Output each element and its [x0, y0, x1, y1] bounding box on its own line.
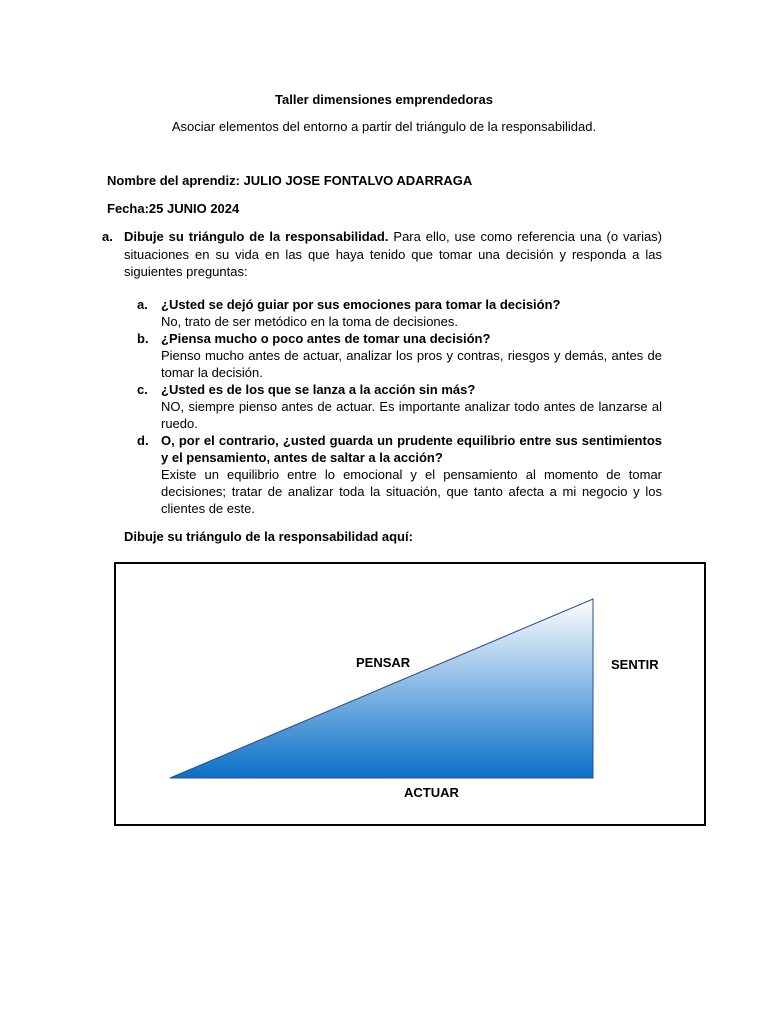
question-list	[137, 296, 662, 517]
answer-text: Pienso mucho antes de actuar, analizar los pros y contras, riesgos y demás, antes de tomar la decisión.	[161, 348, 662, 380]
instruction-bold-text: Dibuje su triángulo de la responsabilidad.	[124, 229, 389, 244]
question-marker: d.	[137, 433, 149, 448]
question-marker: c.	[137, 382, 148, 397]
question-item	[137, 296, 662, 330]
question-item	[137, 330, 662, 381]
responsibility-triangle	[170, 599, 593, 778]
question-item	[137, 432, 662, 517]
answer-text: No, trato de ser metódico en la toma de decisiones.	[161, 314, 458, 329]
question-marker: a.	[137, 297, 148, 312]
question-text: ¿Usted es de los que se lanza a la acción sin más?	[161, 382, 476, 397]
instruction-item	[102, 228, 662, 281]
question-text: ¿Piensa mucho o poco antes de tomar una decisión?	[161, 331, 491, 346]
triangle-label-pensar: PENSAR	[356, 655, 411, 670]
answer-text: Existe un equilibrio entre lo emocional y el pensamiento al momento de tomar decisiones; tratar de analizar toda la situación, que tanto afecta a mi negocio y los clientes de este.	[161, 467, 662, 516]
instruction-marker: a.	[102, 229, 113, 244]
instruction-text: Para ello, use como referencia una (o varias) situaciones en su vida en las que haya tenido que tomar una decisión y responda a las siguientes preguntas:	[124, 229, 663, 279]
drawing-frame	[114, 562, 706, 826]
document-date: Fecha:25 JUNIO 2024	[107, 201, 240, 216]
document-subtitle: Asociar elementos del entorno a partir del triángulo de la responsabilidad.	[171, 119, 597, 134]
triangle-label-sentir: SENTIR	[611, 657, 659, 672]
answer-text: NO, siempre pienso antes de actuar. Es importante analizar todo antes de lanzarse al ruedo.	[161, 399, 662, 431]
question-marker: b.	[137, 331, 149, 346]
question-text: O, por el contrario, ¿usted guarda un prudente equilibrio entre sus sentimientos y el pensamiento, antes de saltar a la acción?	[161, 433, 662, 465]
triangle-label-actuar: ACTUAR	[404, 785, 459, 800]
instruction-body	[124, 228, 662, 281]
question-item	[137, 381, 662, 432]
document-title: Taller dimensiones emprendedoras	[275, 92, 493, 107]
student-name: Nombre del aprendiz: JULIO JOSE FONTALVO ADARRAGA	[107, 173, 473, 188]
drawing-prompt: Dibuje su triángulo de la responsabilidad aquí:	[124, 529, 413, 544]
question-text: ¿Usted se dejó guiar por sus emociones para tomar la decisión?	[161, 297, 561, 312]
